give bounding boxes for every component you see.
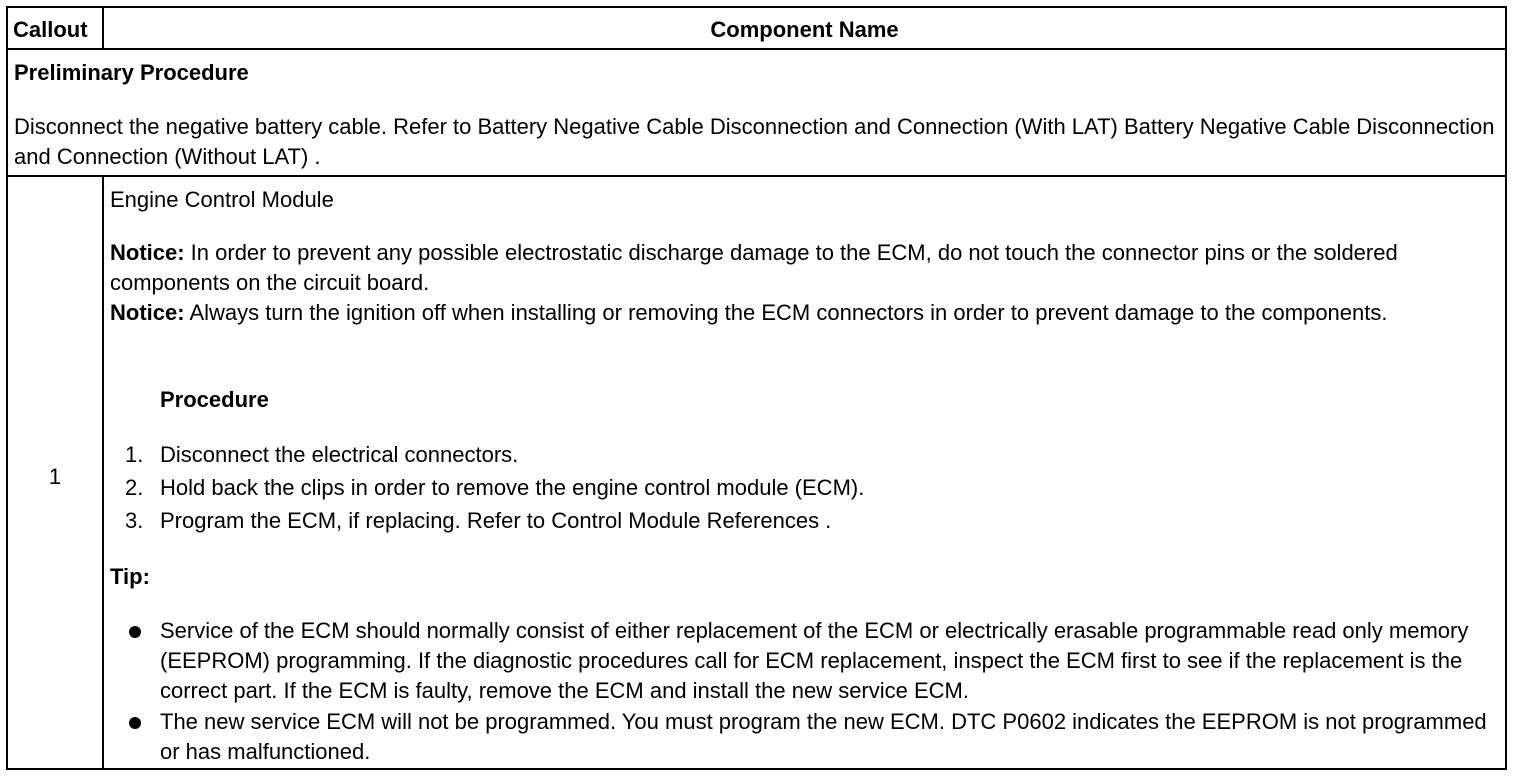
notice-text: In order to prevent any possible electrostatic discharge damage to the ECM, do not touch the connector pins or the soldered components on the circuit board. bbox=[110, 240, 1398, 295]
step-text: Program the ECM, if replacing. Refer to Control Module References . bbox=[160, 508, 832, 533]
notice-text: Always turn the ignition off when installing or removing the ECM connectors in order to prevent damage to the components. bbox=[184, 300, 1388, 325]
callout-header: Callout bbox=[13, 17, 88, 42]
step-number: 3. bbox=[125, 508, 144, 533]
component-table bbox=[6, 6, 1507, 770]
bullet-icon bbox=[129, 717, 141, 729]
step-text: Disconnect the electrical connectors. bbox=[160, 442, 519, 467]
callout-number: 1 bbox=[48, 464, 62, 489]
bullet-icon bbox=[129, 626, 141, 638]
notice-1 bbox=[110, 238, 1500, 298]
notice-label: Notice: bbox=[110, 300, 185, 325]
preliminary-title: Preliminary Procedure bbox=[14, 60, 249, 85]
notice-label: Notice: bbox=[110, 240, 185, 265]
procedure-title: Procedure bbox=[160, 387, 269, 412]
step-number: 1. bbox=[125, 442, 144, 467]
step-text: Hold back the clips in order to remove the engine control module (ECM). bbox=[160, 475, 865, 500]
step-number: 2. bbox=[125, 475, 144, 500]
preliminary-text: Disconnect the negative battery cable. Refer to Battery Negative Cable Disconnection and Connection (With LAT) Battery Negative Cable Disconnection and Connection (Without LAT) . bbox=[14, 114, 1495, 169]
tip-item: Service of the ECM should normally consist of either replacement of the ECM or electrically erasable programmable read only memory (EEPROM) programming. If the diagnostic procedures call for ECM replacement, inspect the ECM first to see if the replacement is the correct part. If the ECM is faulty, remove the ECM and install the new service ECM. bbox=[160, 618, 1469, 703]
notice-2 bbox=[110, 298, 1500, 328]
row-column-divider bbox=[102, 175, 104, 770]
component-name-header: Component Name bbox=[710, 17, 899, 42]
header-divider bbox=[8, 48, 1505, 50]
component-name: Engine Control Module bbox=[110, 187, 334, 212]
preliminary-divider bbox=[8, 175, 1505, 177]
tip-item: The new service ECM will not be programmed. You must program the new ECM. DTC P0602 indicates the EEPROM is not programmed or has malfunctioned. bbox=[160, 709, 1487, 764]
tip-title: Tip: bbox=[110, 564, 150, 589]
